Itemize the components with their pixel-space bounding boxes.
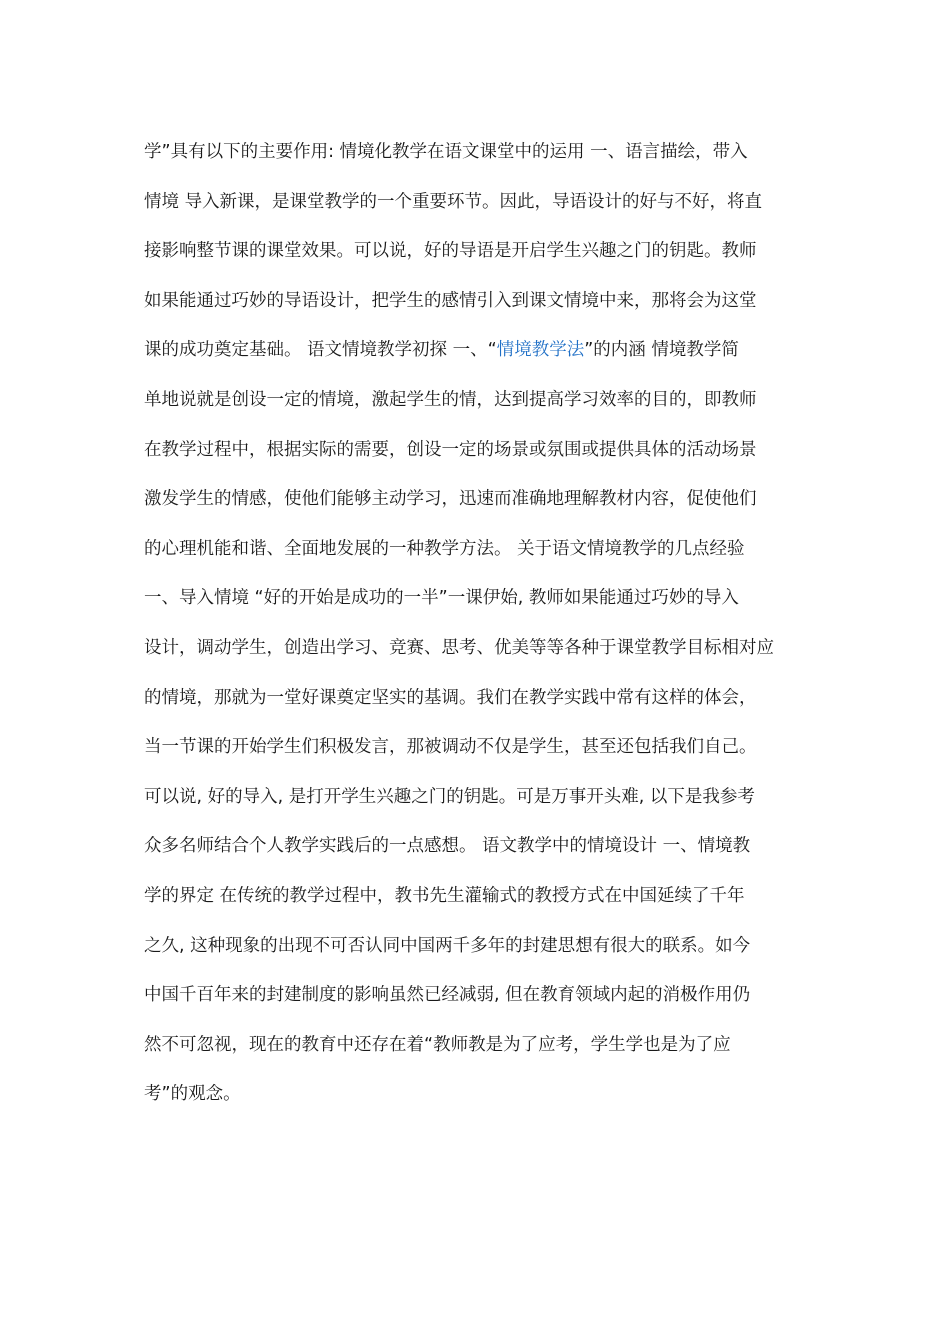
text-line: 接影响整节课的课堂效果。可以说，好的导语是开启学生兴趣之门的钥匙。教师: [144, 241, 757, 262]
text-line: 学”具有以下的主要作用: 情境化教学在语文课堂中的运用 一、语言描绘，带入: [144, 142, 748, 162]
text-line: 单地说就是创设一定的情境，激起学生的情，达到提高学习效率的目的，即教师: [144, 389, 757, 410]
text-line: 的情境，那就为一堂好课奠定坚实的基调。我们在教学实践中常有这样的体会，: [144, 687, 757, 708]
text-line: 众多名师结合个人教学实践后的一点感想。 语文教学中的情境设计 一、情境教: [144, 836, 751, 857]
text-line: 在教学过程中，根据实际的需要，创设一定的场景或氛围或提供具体的活动场景: [144, 439, 757, 460]
text-line: 设计，调动学生，创造出学习、竞赛、思考、优美等等各种于课堂教学目标相对应: [144, 637, 774, 658]
text-line: 然不可忽视，现在的教育中还存在着“教师教是为了应考，学生学也是为了应: [144, 1034, 731, 1055]
text-segment: 课的成功奠定基础。 语文情境教学初探 一、“: [144, 340, 497, 361]
text-line: 之久, 这种现象的出现不可否认同中国两千多年的封建思想有很大的联系。如今: [144, 935, 751, 956]
text-segment: ”的内涵 情境教学简: [584, 340, 739, 361]
keyword-link[interactable]: 情境教学法: [496, 340, 585, 361]
text-line: 激发学生的情感，使他们能够主动学习，迅速而准确地理解教材内容，促使他们: [144, 489, 757, 510]
body-paragraph: [144, 128, 816, 1120]
text-line: 如果能通过巧妙的导语设计，把学生的感情引入到课文情境中来，那将会为这堂: [144, 290, 757, 311]
text-line: 学的界定 在传统的教学过程中，教书先生灌输式的教授方式在中国延续了千年: [144, 885, 745, 906]
text-line: 当一节课的开始学生们积极发言，那被调动不仅是学生，甚至还包括我们自己。: [144, 737, 757, 758]
text-line: 情境 导入新课，是课堂教学的一个重要环节。因此，导语设计的好与不好，将直: [144, 191, 763, 212]
text-line: 可以说, 好的导入, 是打开学生兴趣之门的钥匙。可是万事开头难, 以下是我参考: [144, 786, 755, 807]
text-line: 中国千百年来的封建制度的影响虽然已经减弱, 但在教育领域内起的消极作用仍: [144, 985, 751, 1006]
text-line: 考”的观念。: [144, 1084, 241, 1105]
text-line-with-link: [144, 326, 816, 376]
text-line: 的心理机能和谐、全面地发展的一种教学方法。 关于语文情境教学的几点经验: [144, 538, 745, 559]
text-line: 一、导入情境 “好的开始是成功的一半”一课伊始, 教师如果能通过巧妙的导入: [144, 588, 739, 609]
